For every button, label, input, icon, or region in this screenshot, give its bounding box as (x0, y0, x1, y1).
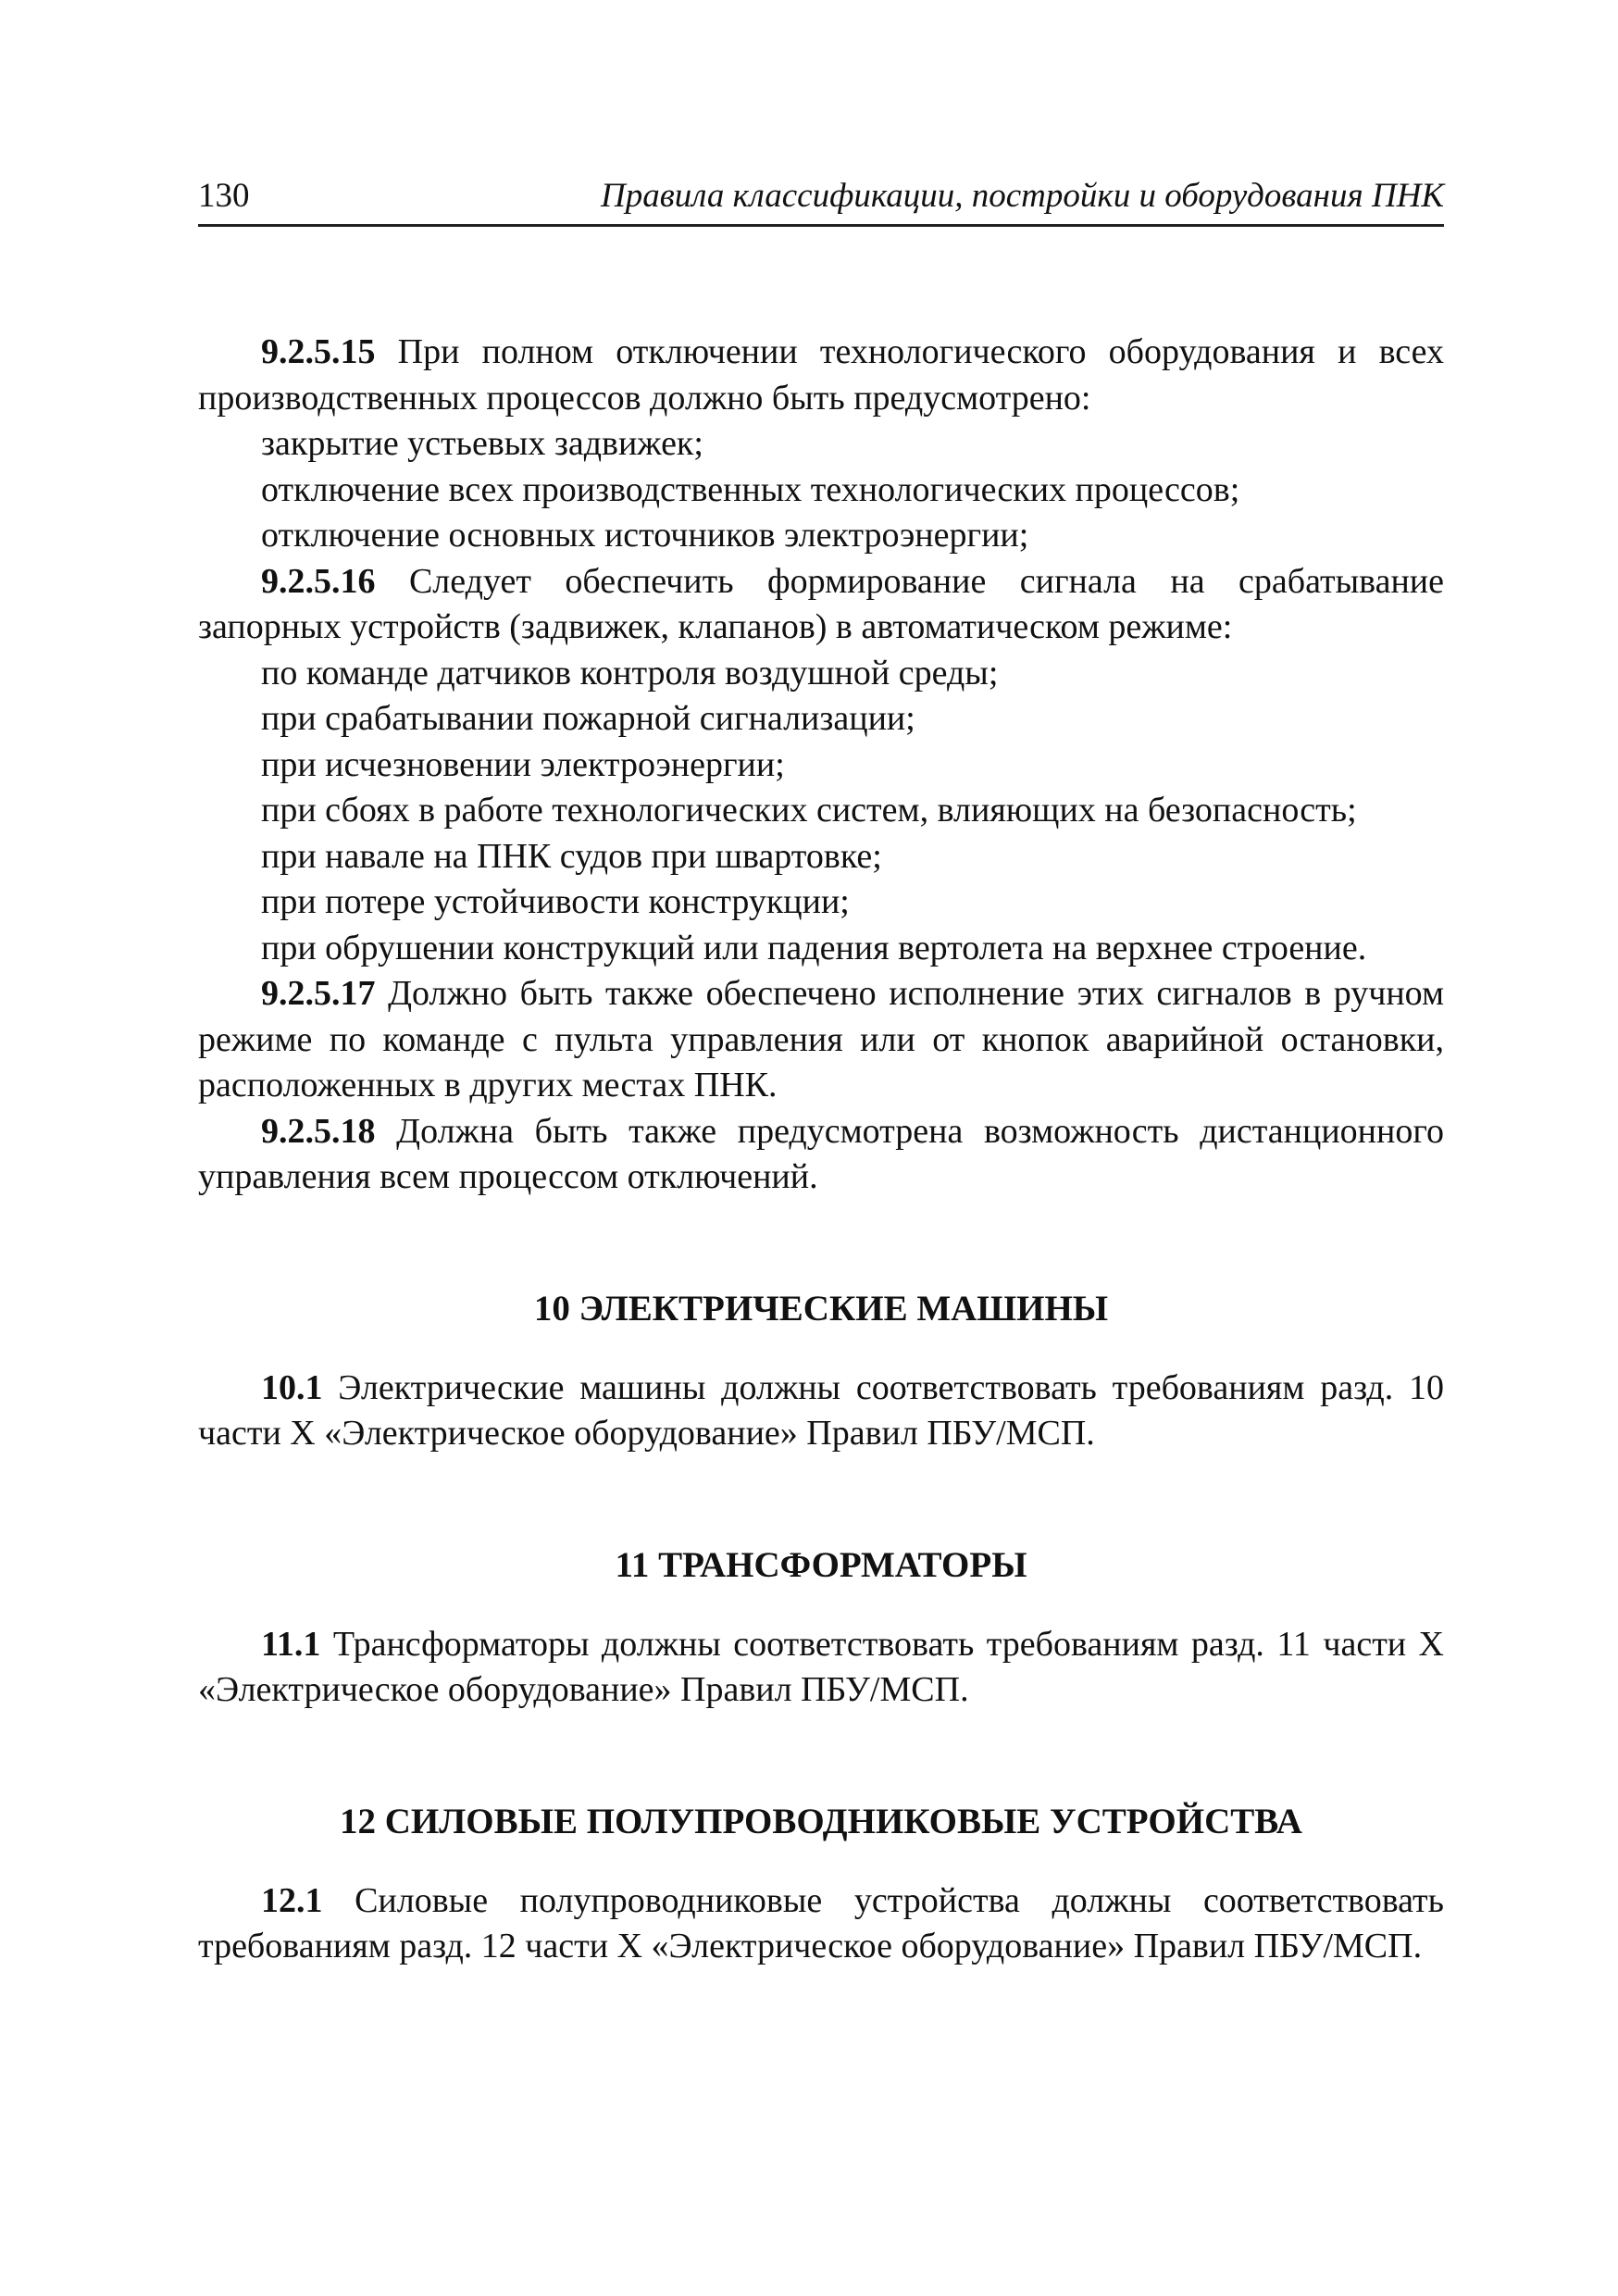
list-item: отключение основных источников электроэнергии; (261, 516, 1029, 555)
clause-text: Трансформаторы должны соответствовать требованиям разд. 11 части X «Электрическое оборудование» Правил ПБУ/МСП. (198, 1624, 1444, 1709)
section-heading-10: 10 ЭЛЕКТРИЧЕСКИЕ МАШИНЫ (533, 1288, 1109, 1329)
section-heading-11: 11 ТРАНСФОРМАТОРЫ (615, 1544, 1027, 1585)
clause-number: 12.1 (261, 1880, 323, 1920)
page-header (198, 172, 1444, 227)
paragraph-9-2-5-18 (198, 1109, 1444, 1201)
page-number: 130 (198, 177, 250, 215)
paragraph-10-1 (198, 1366, 1444, 1457)
list-item: по команде датчиков контроля воздушной среды; (261, 653, 999, 693)
clause-number: 9.2.5.17 (261, 974, 376, 1013)
clause-number: 10.1 (261, 1367, 323, 1407)
list-item: отключение всех производственных технологических процессов; (261, 469, 1240, 509)
list-item: при обрушении конструкций или падения вертолета на верхнее строение. (261, 928, 1367, 967)
paragraph-11-1 (198, 1622, 1444, 1714)
paragraph-9-2-5-15 (198, 330, 1444, 421)
clause-text: Должно быть также обеспечено исполнение этих сигналов в ручном режиме по команде с пульта управления или от кнопок аварийной остановки, расположенных в других местах ПНК. (198, 974, 1444, 1104)
clause-number: 9.2.5.18 (261, 1111, 376, 1151)
list-item: закрытие устьевых задвижек; (261, 424, 703, 463)
list-item: при навале на ПНК судов при швартовке; (261, 836, 882, 876)
clause-text: Электрические машины должны соответствовать требованиям разд. 10 части X «Электрическое оборудование» Правил ПБУ/МСП. (198, 1367, 1444, 1453)
running-title: Правила классификации, постройки и оборудования ПНК (601, 177, 1444, 215)
paragraph-12-1 (198, 1878, 1444, 1970)
list-item: при потере устойчивости конструкции; (261, 882, 850, 921)
list-item: при исчезновении электроэнергии; (261, 744, 785, 784)
clause-text: При полном отключении технологического оборудования и всех производственных процессов должно быть предусмотрено: (198, 332, 1444, 418)
paragraph-9-2-5-17 (198, 971, 1444, 1109)
list-item: при сбоях в работе технологических систем, влияющих на безопасность; (261, 791, 1357, 830)
list-item: при срабатывании пожарной сигнализации; (261, 699, 915, 738)
clause-number: 9.2.5.16 (261, 561, 376, 601)
paragraph-9-2-5-16 (198, 559, 1444, 651)
clause-number: 11.1 (261, 1624, 321, 1664)
page-body (198, 330, 1444, 1970)
section-heading-12: 12 СИЛОВЫЕ ПОЛУПРОВОДНИКОВЫЕ УСТРОЙСТВА (340, 1801, 1302, 1841)
clause-text: Должна быть также предусмотрена возможность дистанционного управления всем процессом отключений. (198, 1111, 1444, 1196)
clause-text: Силовые полупроводниковые устройства должны соответствовать требованиям разд. 12 части X «Электрическое оборудование» Правил ПБУ/МСП. (198, 1880, 1444, 1965)
clause-number: 9.2.5.15 (261, 332, 376, 371)
clause-text: Следует обеспечить формирование сигнала на срабатывание запорных устройств (задвижек, клапанов) в автоматическом режиме: (198, 561, 1444, 646)
